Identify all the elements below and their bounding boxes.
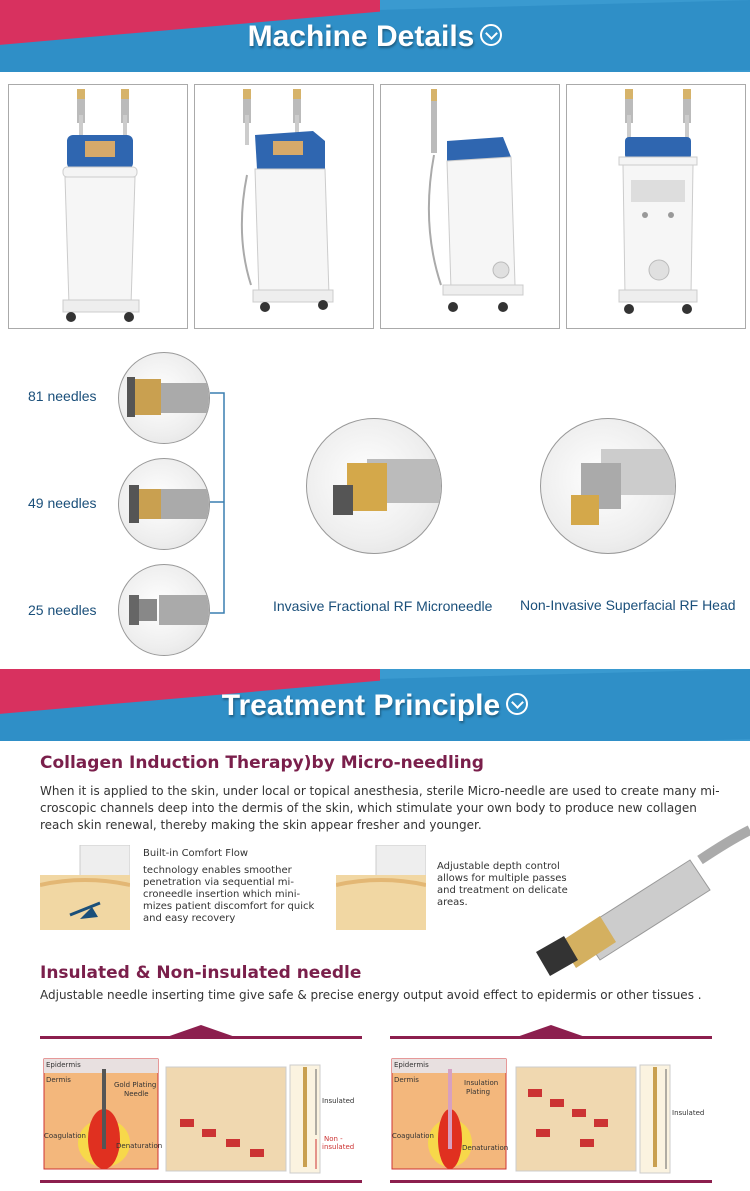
label-insulation: Insulation	[464, 1079, 499, 1087]
needle-label-25: 25 needles	[28, 602, 97, 618]
non-insulated-panel	[40, 1036, 362, 1183]
depth-line-4: areas.	[437, 897, 468, 908]
comfort-line-1: technology enables smoother	[143, 865, 292, 876]
machine-photo-angle	[194, 84, 374, 329]
banner-title: Treatment Principle	[0, 689, 750, 723]
depth-line-3: and treatment on delicate	[437, 885, 568, 896]
collagen-line-2: croscopic channels deep into the dermis of the skin, which stimulate your own body to produce new collagen	[40, 801, 697, 815]
label-dermis: Dermis	[394, 1076, 419, 1084]
comfort-title: Built-in Comfort Flow	[143, 848, 249, 859]
machine-details-banner	[0, 0, 750, 72]
depth-control-diagram	[336, 845, 426, 930]
label-needle: Needle	[124, 1090, 149, 1098]
insulated-panel	[390, 1036, 712, 1183]
needle-bracket	[210, 392, 228, 614]
label-coagulation: Coagulation	[44, 1132, 86, 1140]
label-insulated: Insulated	[672, 1109, 705, 1117]
banner-title: Machine Details	[0, 20, 750, 54]
machine-photo-front	[8, 84, 188, 329]
comfort-flow-diagram	[40, 845, 130, 930]
label-epidermis: Epidermis	[46, 1061, 81, 1069]
handpiece-image	[520, 820, 750, 980]
insulated-desc: Adjustable needle inserting time give safe & precise energy output avoid effect to epidermis or other tissues .	[40, 988, 702, 1002]
needle-label-81: 81 needles	[28, 388, 97, 404]
non-invasive-caption: Non-Invasive Superfacial RF Head	[520, 597, 736, 613]
insulated-heading: Insulated & Non-insulated needle	[40, 963, 362, 983]
label-epidermis: Epidermis	[394, 1061, 429, 1069]
chevron-down-icon	[506, 693, 528, 715]
treatment-principle-banner	[0, 669, 750, 741]
collagen-line-3: reach skin renewal, thereby making the skin appear fresher and younger.	[40, 818, 482, 832]
label-gold-plating: Gold Plating	[114, 1081, 157, 1089]
label-denaturation: Denaturation	[116, 1142, 163, 1150]
needle-head-25-image	[118, 564, 210, 656]
collagen-heading: Collagen Induction Therapy)by Micro-needling	[40, 753, 484, 773]
needle-label-49: 49 needles	[28, 495, 97, 511]
depth-line-2: allows for multiple passes	[437, 873, 567, 884]
comfort-line-4: mizes patient discomfort for quick	[143, 901, 315, 912]
chevron-down-icon	[480, 24, 502, 46]
machine-photo-back	[566, 84, 746, 329]
comfort-line-5: and easy recovery	[143, 913, 236, 924]
label-insulated: Insulated	[322, 1097, 355, 1105]
invasive-caption: Invasive Fractional RF Microneedle	[273, 598, 493, 614]
comfort-line-2: penetration via sequential mi-	[143, 877, 294, 888]
label-non-insulated: insulated	[322, 1143, 355, 1151]
invasive-head-image	[306, 418, 442, 554]
depth-line-1: Adjustable depth control	[437, 861, 560, 872]
comfort-line-3: croneedle insertion which mini-	[143, 889, 301, 900]
label-dermis: Dermis	[46, 1076, 71, 1084]
needle-head-81-image	[118, 352, 210, 444]
non-invasive-head-image	[540, 418, 676, 554]
label-plating: Plating	[466, 1088, 491, 1096]
label-non: Non -	[324, 1135, 343, 1143]
label-coagulation: Coagulation	[392, 1132, 434, 1140]
machine-photo-side	[380, 84, 560, 329]
collagen-line-1: When it is applied to the skin, under local or topical anesthesia, sterile Micro-needle are used to create many mi-	[40, 784, 720, 798]
label-denaturation: Denaturation	[462, 1144, 509, 1152]
needle-head-49-image	[118, 458, 210, 550]
